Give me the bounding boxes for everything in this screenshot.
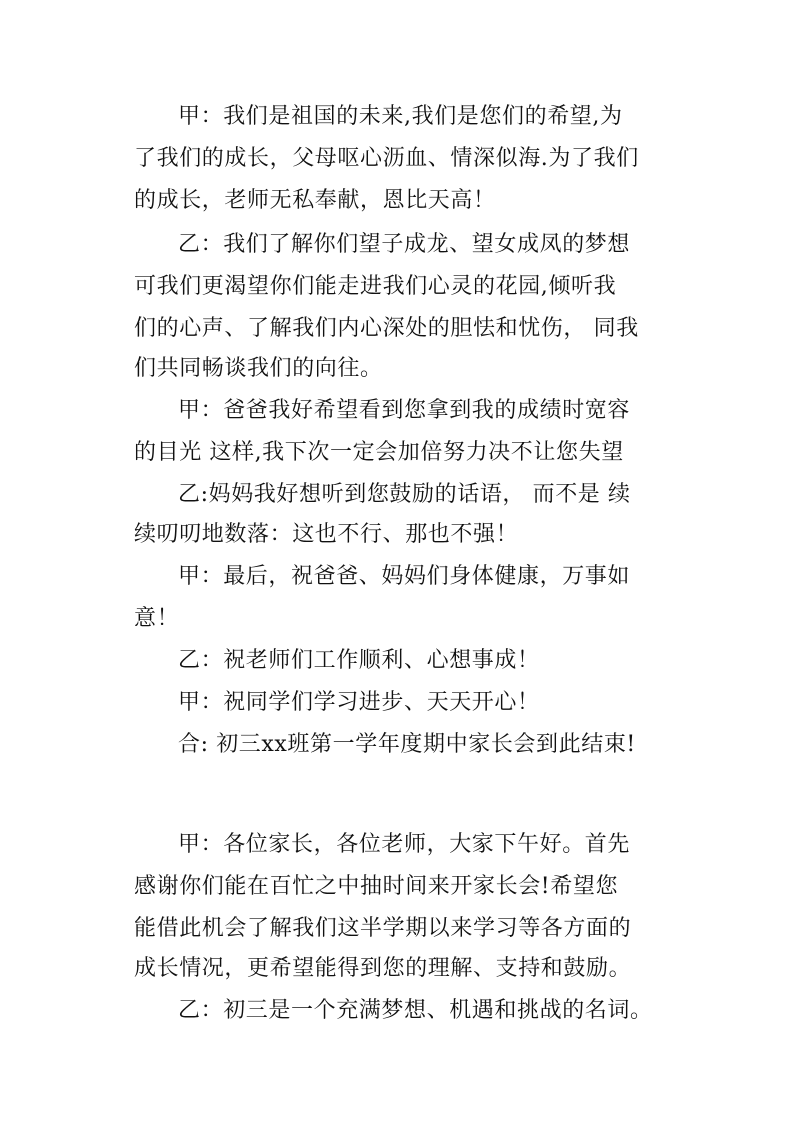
- text-line: 乙：祝老师们工作顺利、心想事成！: [178, 648, 540, 673]
- text-line: 的成长，老师无私奉献，恩比天高！: [134, 188, 496, 213]
- text-line: 意！: [134, 606, 180, 631]
- text-line: 乙:妈妈我好想听到您鼓励的话语， 而不是 续: [178, 482, 631, 507]
- text-line: 们共同畅谈我们的向往。: [134, 356, 383, 381]
- text-line: 甲：最后，祝爸爸、妈妈们身体健康，万事如: [178, 564, 631, 589]
- text-line: 们的心声、了解我们内心深处的胆怯和忧伤， 同我: [134, 316, 639, 341]
- text-line: 成长情况，更希望能得到您的理解、支持和鼓励。: [134, 956, 632, 981]
- text-line: 合: 初三xx班第一学年度期中家长会到此结束!: [178, 732, 636, 757]
- text-line: 甲：祝同学们学习进步、天天开心！: [178, 690, 540, 715]
- text-line: 甲：我们是祖国的未来,我们是您们的希望,为: [178, 104, 623, 129]
- text-line: 乙：我们了解你们望子成龙、望女成凤的梦想: [178, 232, 631, 257]
- text-line: 的目光 这样,我下次一定会加倍努力决不让您失望: [134, 440, 624, 465]
- text-line: 能借此机会了解我们这半学期以来学习等各方面的: [134, 916, 632, 941]
- text-line: 续叨叨地数落：这也不行、那也不强！: [134, 522, 519, 547]
- text-line: 甲：爸爸我好希望看到您拿到我的成绩时宽容: [178, 398, 631, 423]
- text-line: 甲：各位家长，各位老师，大家下午好。首先: [178, 832, 631, 857]
- text-line: 感谢你们能在百忙之中抽时间来开家长会!希望您: [134, 874, 619, 899]
- text-line: 乙：初三是一个充满梦想、机遇和挑战的名词。: [178, 998, 653, 1023]
- text-line: 可我们更渴望你们能走进我们心灵的花园,倾听我: [134, 274, 617, 299]
- text-line: 了我们的成长，父母呕心沥血、情深似海.为了我们: [134, 146, 639, 171]
